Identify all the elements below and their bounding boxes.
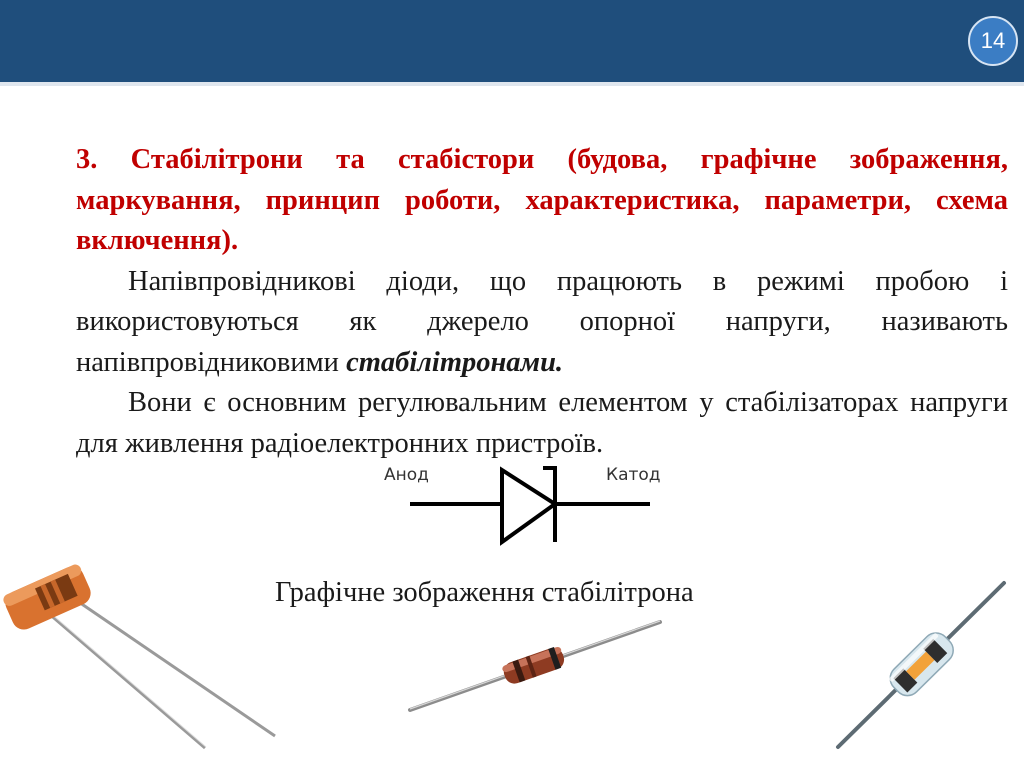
zener-diode-photo <box>405 610 665 725</box>
section-heading: 3. Стабілітрони та стабістори (будова, графічне зображення, маркування, принцип роботи, характеристика, параметри, схема включення). <box>76 144 1008 256</box>
paragraph-definition-text: Напівпровідникові діоди, що працюють в режимі пробою і використовуються як джерело опорної напруги, називають напівпровідниковими <box>76 265 1008 378</box>
orange-component-photo <box>0 558 285 758</box>
zener-diode-symbol <box>380 458 670 550</box>
page-number-badge: 14 <box>968 16 1018 66</box>
glass-diode-photo <box>828 575 1024 755</box>
cathode-label: Катод <box>606 465 661 485</box>
anode-label: Анод <box>384 465 429 485</box>
symbol-caption: Графічне зображення стабілітрона <box>275 577 694 608</box>
paragraph-definition <box>76 262 1008 384</box>
term-zener-diodes: стабілітронами. <box>346 346 564 378</box>
header-divider <box>0 82 1024 86</box>
paragraph-usage: Вони є основним регулювальним елементом у стабілізаторах напруги для живлення радіоелектронних пристроїв. <box>76 387 1008 459</box>
slide-body <box>76 140 1008 464</box>
header-bar <box>0 0 1024 82</box>
symbol-triangle <box>502 470 555 542</box>
